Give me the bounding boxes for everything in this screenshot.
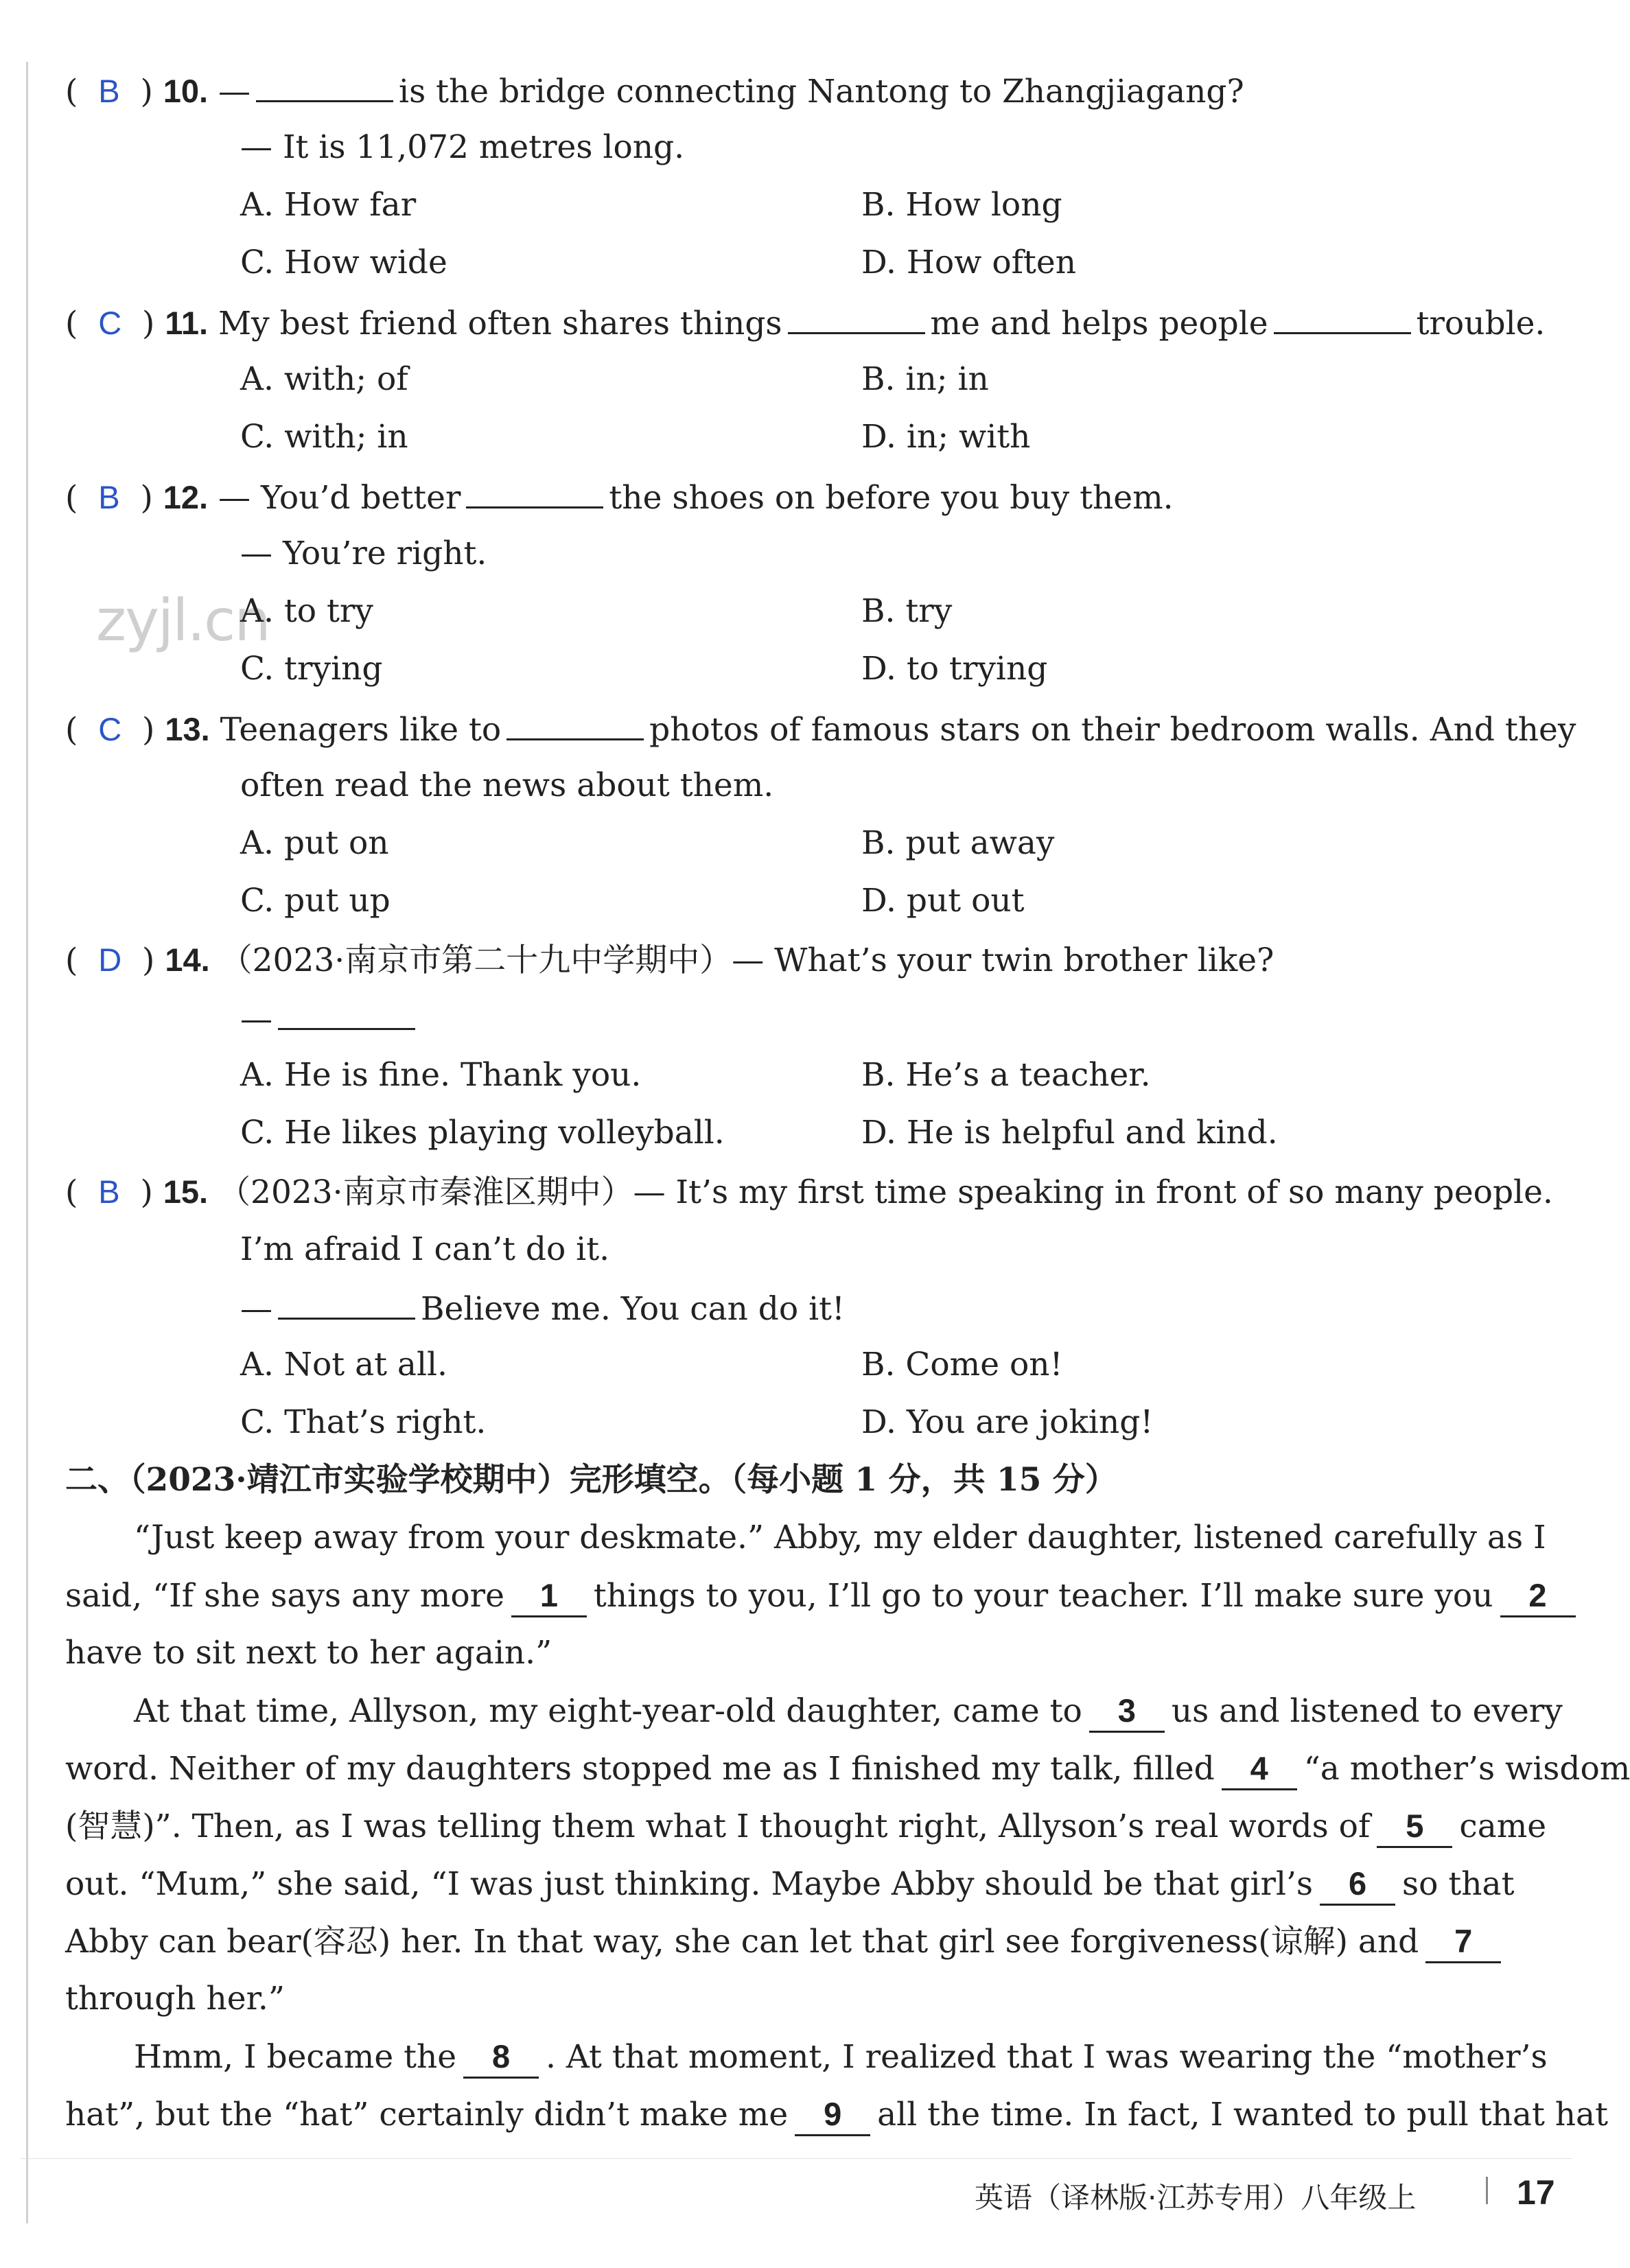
passage-line: out. “Mum,” she said, “I was just thinking. Maybe Abby should be that girl’s 6 so that [65, 1864, 1514, 1906]
option-d: D. put out [861, 882, 1025, 920]
passage-line: “Just keep away from your deskmate.” Abby, my elder daughter, listened carefully as I [134, 1519, 1546, 1556]
option-a: A. How far [240, 186, 417, 224]
cloze-blank-9: 9 [795, 2094, 870, 2136]
footer-book-title: 英语（译林版·江苏专用）八年级上 [975, 2181, 1417, 2214]
footer-separator [1486, 2177, 1488, 2204]
watermark: zyjl.cn [96, 587, 270, 654]
option-c: C. He likes playing volleyball. [240, 1114, 725, 1151]
question-12: ( B ) 12. — You’d better the shoes on before you buy them. [65, 476, 1174, 518]
answer-12: B [98, 479, 120, 515]
question-number: 15. [163, 1173, 209, 1210]
reply-line: — Believe me. You can do it! [240, 1287, 845, 1329]
question-10: ( B ) 10. — is the bridge connecting Nantong to Zhangjiagang? [65, 70, 1244, 112]
option-b: B. How long [861, 186, 1062, 224]
answer-blank [278, 1287, 415, 1320]
answer-blank [256, 70, 393, 102]
option-d: D. to trying [861, 650, 1048, 688]
page-number: 17 [1517, 2173, 1555, 2212]
cloze-blank-3: 3 [1089, 1691, 1165, 1733]
passage-line: said, “If she says any more 1 things to you, I’ll go to your teacher. I’ll make sure you 2 [65, 1576, 1583, 1617]
binding-line [26, 62, 28, 2223]
option-c: C. trying [240, 650, 383, 688]
passage-line: Hmm, I became the 8 . At that moment, I realized that I was wearing the “mother’s [134, 2037, 1548, 2079]
question-stem-continued: often read the news about them. [240, 767, 774, 804]
answer-13: C [98, 711, 122, 747]
answer-blank [466, 476, 603, 508]
cloze-blank-2: 2 [1500, 1576, 1576, 1617]
cloze-blank-5: 5 [1377, 1806, 1452, 1848]
passage-line: Abby can bear(容忍) her. In that way, she can let that girl see forgiveness(谅解) and 7 [65, 1921, 1508, 1963]
option-a: A. with; of [240, 360, 408, 398]
question-15: ( B ) 15. （2023·南京市秦淮区期中）— It’s my first time speaking in front of so many people. [65, 1173, 1553, 1211]
passage-line: At that time, Allyson, my eight-year-old daughter, came to 3 us and listened to every [134, 1691, 1563, 1733]
cloze-blank-8: 8 [463, 2037, 539, 2079]
passage-line: hat”, but the “hat” certainly didn’t make me 9 all the time. In fact, I wanted to pull that hat [65, 2094, 1608, 2136]
question-number: 13. [165, 711, 210, 747]
reply-line: — You’re right. [240, 535, 487, 572]
section-source: （2023·靖江市实验学校期中） [130, 1461, 570, 1499]
question-14: ( D ) 14. （2023·南京市第二十九中学期中）— What’s your twin brother like? [65, 942, 1274, 979]
answer-15: B [98, 1173, 120, 1210]
passage-line: have to sit next to her again.” [65, 1634, 552, 1672]
answer-blank [1274, 302, 1411, 334]
question-13: ( C ) 13. Teenagers like to photos of famous stars on their bedroom walls. And they [65, 708, 1576, 750]
option-a: A. to try [240, 592, 373, 630]
section-heading: 二、（2023·靖江市实验学校期中）完形填空。（每小题 1 分，共 15 分） [65, 1461, 1117, 1499]
question-11: ( C ) 11. My best friend often shares things me and helps people trouble. [65, 302, 1545, 344]
option-b: B. in; in [861, 360, 989, 398]
answer-10: B [98, 73, 120, 109]
option-d: D. You are joking! [861, 1403, 1154, 1441]
option-a: A. Not at all. [240, 1346, 447, 1383]
question-stem-continued: I’m afraid I can’t do it. [240, 1230, 610, 1268]
question-source: （2023·南京市第二十九中学期中） [220, 942, 732, 979]
question-number: 14. [165, 942, 210, 978]
option-c: C. That’s right. [240, 1403, 487, 1441]
answer-blank [278, 998, 415, 1030]
cloze-blank-4: 4 [1222, 1749, 1297, 1790]
option-b: B. He’s a teacher. [861, 1056, 1151, 1094]
question-number: 11. [165, 305, 209, 341]
passage-line: through her.” [65, 1980, 285, 2018]
reply-line: — It is 11,072 metres long. [240, 128, 685, 166]
passage-line: (智慧)”. Then, as I was telling them what I thought right, Allyson’s real words of 5 came [65, 1806, 1546, 1848]
passage-line: word. Neither of my daughters stopped me as I finished my talk, filled 4 “a mother’s wisdom [65, 1749, 1630, 1790]
answer-blank [507, 708, 644, 740]
option-c: C. How wide [240, 244, 447, 281]
question-source: （2023·南京市秦淮区期中） [218, 1173, 633, 1211]
section-title: 完形填空 [569, 1461, 699, 1499]
option-c: C. put up [240, 882, 391, 920]
option-d: D. He is helpful and kind. [861, 1114, 1278, 1151]
question-number: 10. [163, 73, 209, 109]
answer-blank [788, 302, 925, 334]
cloze-blank-1: 1 [511, 1576, 587, 1617]
answer-11: C [98, 305, 122, 341]
option-b: B. try [861, 592, 953, 630]
cloze-blank-7: 7 [1425, 1921, 1501, 1963]
option-c: C. with; in [240, 418, 408, 456]
option-b: B. Come on! [861, 1346, 1063, 1383]
option-d: D. How often [861, 244, 1077, 281]
reply-line: — [240, 998, 421, 1040]
cloze-blank-6: 6 [1320, 1864, 1395, 1906]
question-number: 12. [163, 479, 209, 515]
option-d: D. in; with [861, 418, 1031, 456]
option-a: A. He is fine. Thank you. [240, 1056, 642, 1094]
answer-14: D [98, 942, 122, 978]
option-b: B. put away [861, 824, 1055, 862]
footer-rule [21, 2158, 1572, 2159]
option-a: A. put on [240, 824, 389, 862]
